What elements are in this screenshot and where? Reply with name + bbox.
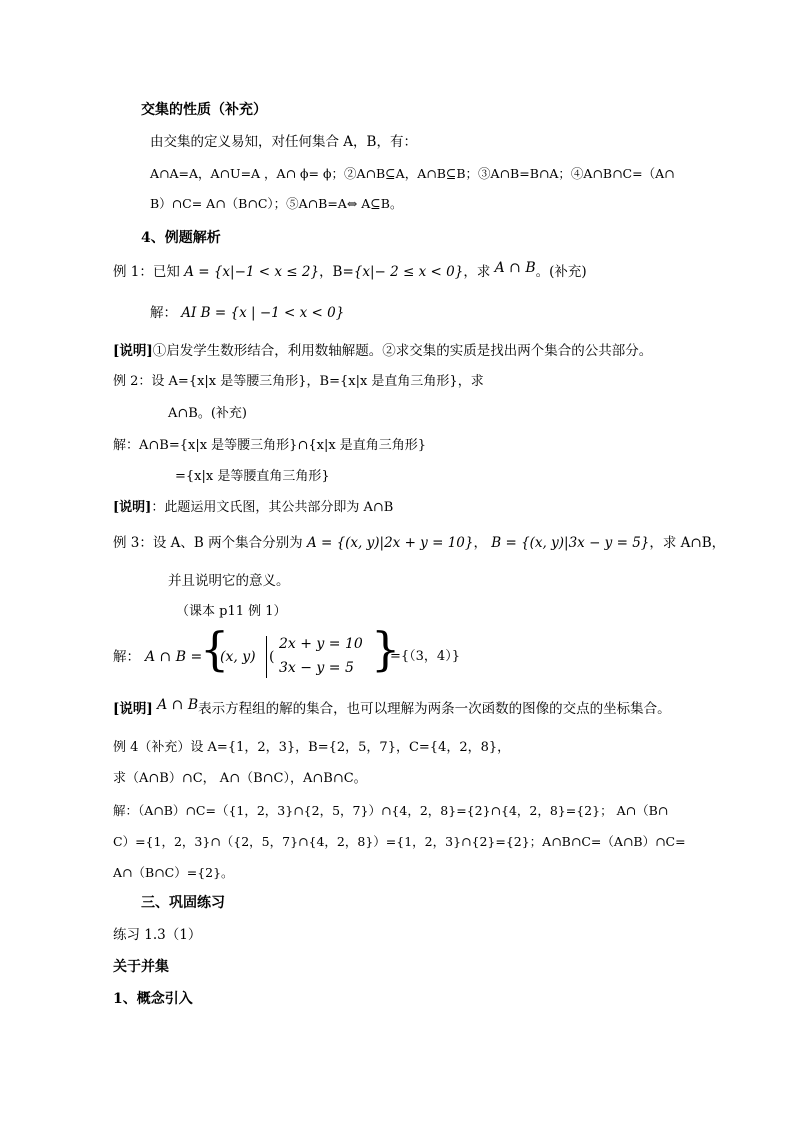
example1-tail: 。(补充) — [535, 264, 587, 280]
note1-text: ①启发学生数形结合，利用数轴解题。②求交集的实质是找出两个集合的公共部分。 — [152, 343, 653, 359]
example3-set-a: A = {(x, y)|2x + y = 10} — [306, 535, 474, 551]
example3-result: ={（3，4）} — [390, 649, 460, 664]
example3-ask: ，求 A∩B， — [649, 535, 726, 551]
example3-line1 — [113, 535, 725, 551]
example2-line1: 例 2：设 A={x|x 是等腰三角形}，B={x|x 是直角三角形}，求 — [113, 374, 484, 389]
note2-text: ：此题运用文氏图，其公共部分即为 A∩B — [151, 500, 394, 515]
concept-heading: 1、概念引入 — [113, 991, 193, 1007]
example1-ask: ，求 — [463, 264, 491, 280]
example1-set-b: {x|− 2 ≤ x < 0} — [353, 264, 464, 280]
example3-prefix: 例 3：设 A、B 两个集合分别为 — [113, 535, 303, 551]
exercise-line: 练习 1.3（1） — [113, 927, 202, 943]
example2-line2: A∩B。(补充) — [168, 406, 247, 421]
example3-sol-label: 解： — [113, 649, 140, 665]
example4-line2: 求（A∩B）∩C， A∩（B∩C），A∩B∩C。 — [113, 771, 367, 786]
note1 — [113, 343, 652, 359]
example3-source: （课本 p11 例 1） — [176, 604, 287, 619]
note3-expr: A ∩ B — [157, 697, 199, 713]
example4-sol1: 解：（A∩B）∩C=（{1，2，3}∩{2，5，7}）∩{4，2，8}={2}∩{4，2，8}={2}； A∩（B∩ — [113, 803, 669, 818]
intersection-props-heading: 交集的性质（补充） — [141, 102, 267, 118]
example3-solution — [113, 622, 460, 682]
intersection-props-intro: 由交集的定义易知，对任何集合 A，B，有： — [150, 134, 417, 150]
example3-line2: 并且说明它的意义。 — [168, 573, 290, 589]
example1-line — [113, 260, 587, 281]
intersection-props-line2: B）∩C= A∩（B∩C）；⑤A∩B=A⇔ A⊆B。 — [150, 196, 403, 211]
example3-eq2: 3x − y = 5 — [279, 660, 354, 676]
system-bar — [266, 636, 267, 678]
example3-pair: (x, y) — [220, 649, 256, 665]
note3-text: 表示方程组的解的集合，也可以理解为两条一次函数的图像的交点的坐标集合。 — [198, 701, 671, 717]
note2 — [113, 500, 393, 516]
note3-tag: [说明] — [113, 701, 153, 717]
note3 — [113, 697, 671, 718]
note2-tag: [说明] — [113, 500, 152, 515]
example1-expr: A ∩ B — [494, 260, 536, 276]
example1-sol-expr: AI B = {x | −1 < x < 0} — [181, 305, 345, 321]
example4-sol3: A∩（B∩C）={2}。 — [113, 865, 234, 880]
example1-sol-label: 解： — [150, 305, 177, 321]
example1-solution — [150, 305, 344, 321]
example3-set-b: B = {(x, y)|3x − y = 5} — [491, 535, 650, 551]
intersection-props-line1: A∩A=A，A∩U=A ，A∩ ϕ= ϕ；②A∩B⊆A，A∩B⊆B；③A∩B=B∩A；④A∩B∩C=（A∩ — [150, 166, 675, 181]
union-heading: 关于并集 — [113, 959, 169, 975]
section3-heading: 三、巩固练习 — [141, 895, 225, 911]
example1-label: 例 1：已知 — [113, 264, 180, 280]
example4-sol2: C）={1，2，3}∩（{2，5，7}∩{4，2，8}）={1，2，3}∩{2}={2}；A∩B∩C=（A∩B）∩C= — [113, 834, 686, 849]
example3-sep: ， — [473, 535, 487, 551]
example1-set-a: A = {x|−1 < x ≤ 2} — [184, 264, 320, 280]
outer-right-brace: } — [371, 622, 401, 676]
outer-left-brace: { — [200, 622, 230, 676]
example2-sol1: 解：A∩B={x|x 是等腰三角形}∩{x|x 是直角三角形} — [113, 438, 427, 453]
section4-heading: 4、例题解析 — [141, 230, 221, 246]
example2-sol2: ={x|x 是等腰直角三角形} — [175, 469, 330, 484]
example3-sol-lhs: A ∩ B = — [145, 649, 203, 665]
note1-tag: [说明] — [113, 343, 153, 359]
example3-eq1: 2x + y = 10 — [279, 636, 363, 652]
system-paren: ( — [269, 649, 275, 665]
example1-comma-b: ，B= — [319, 264, 354, 280]
example4-line1: 例 4（补充）设 A={1，2，3}，B={2，5，7}，C={4，2，8}， — [113, 740, 511, 755]
